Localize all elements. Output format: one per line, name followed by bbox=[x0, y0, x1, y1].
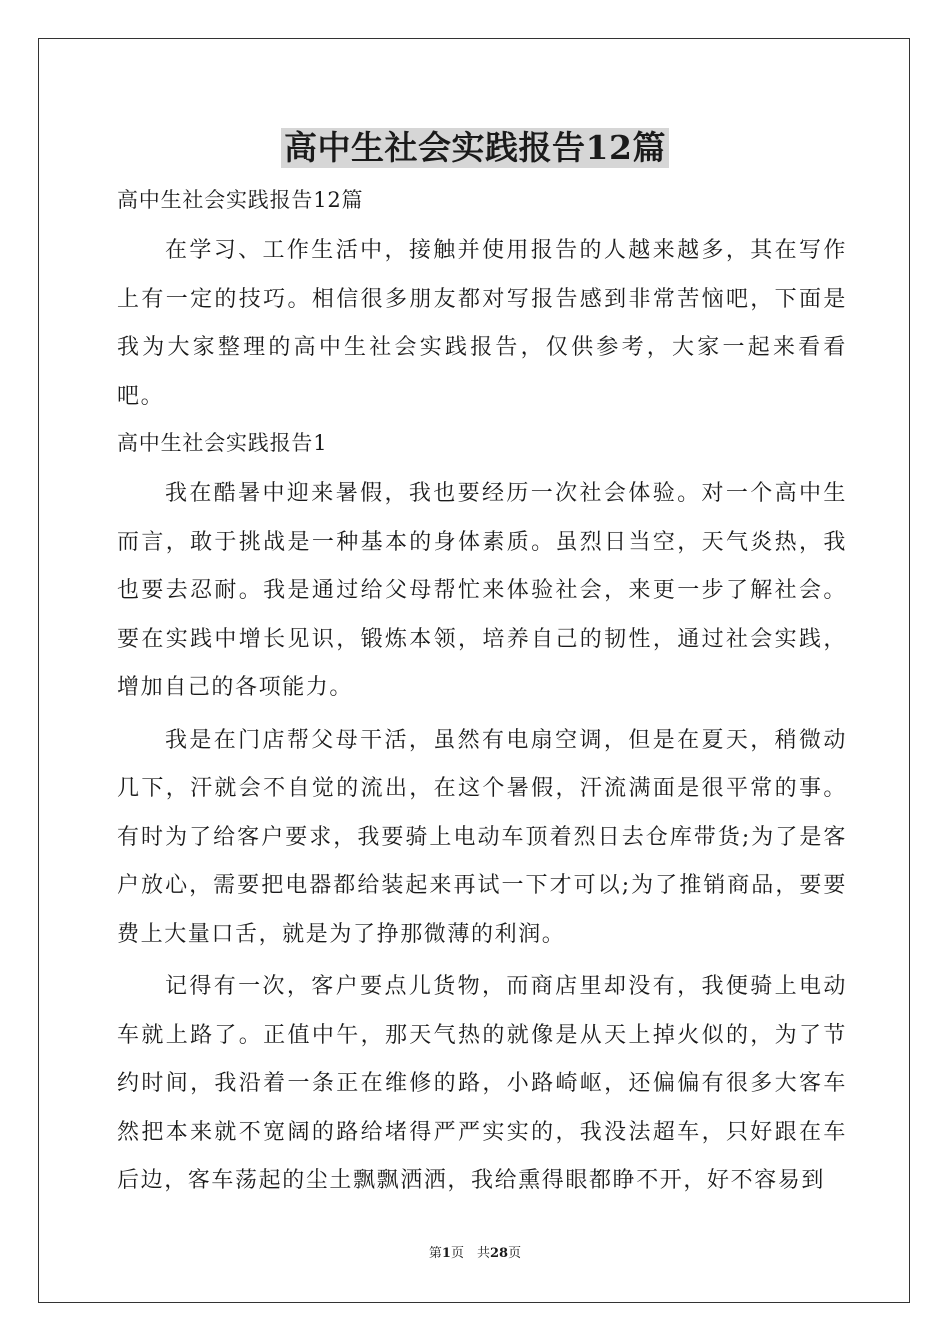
footer-suffix: 页 bbox=[508, 1246, 522, 1261]
page-footer bbox=[0, 1245, 950, 1263]
footer-prefix: 第 bbox=[428, 1246, 442, 1261]
title-wrap bbox=[0, 128, 950, 168]
footer-page-current: 1 bbox=[441, 1246, 451, 1261]
document-subtitle: 高中生社会实践报告12篇 bbox=[117, 188, 364, 212]
body-paragraph-1: 我在酷暑中迎来暑假，我也要经历一次社会体验。对一个高中生而言，敢于挑战是一种基本的身体素质。虽烈日当空，天气炎热，我也要去忍耐。我是通过给父母帮忙来体验社会，来更一步了解社会。要在实践中增长见识，锻炼本领，培养自己的韧性，通过社会实践，增加自己的各项能力。 bbox=[117, 481, 847, 700]
body-paragraph-2: 我是在门店帮父母干活，虽然有电扇空调，但是在夏天，稍微动几下，汗就会不自觉的流出，在这个暑假，汗流满面是很平常的事。有时为了给客户要求，我要骑上电动车顶着烈日去仓库带货;为了是客户放心，需要把电器都给装起来再试一下才可以;为了推销商品，要要费上大量口舌，就是为了挣那微薄的利润。 bbox=[117, 727, 847, 947]
body-paragraph-3: 记得有一次，客户要点儿货物，而商店里却没有，我便骑上电动车就上路了。正值中午，那天气热的就像是从天上掉火似的，为了节约时间，我沿着一条正在维修的路，小路崎岖，还偏偏有很多大客车然把本来就不宽阔的路给堵得严严实实的，我没法超车，只好跟在车后边，客车荡起的尘土飘飘洒洒，我给熏得眼都睁不开，好不容易到 bbox=[117, 974, 847, 1193]
footer-mid: 页 共 bbox=[450, 1246, 490, 1261]
document-title: 高中生社会实践报告12篇 bbox=[281, 128, 669, 168]
document-body bbox=[117, 178, 847, 1206]
intro-paragraph: 在学习、工作生活中，接触并使用报告的人越来越多，其在写作上有一定的技巧。相信很多朋友都对写报告感到非常苦恼吧，下面是我为大家整理的高中生社会实践报告，仅供参考，大家一起来看看吧。 bbox=[117, 238, 847, 409]
section-heading-1: 高中生社会实践报告1 bbox=[117, 431, 328, 455]
footer-page-total: 28 bbox=[489, 1246, 509, 1261]
